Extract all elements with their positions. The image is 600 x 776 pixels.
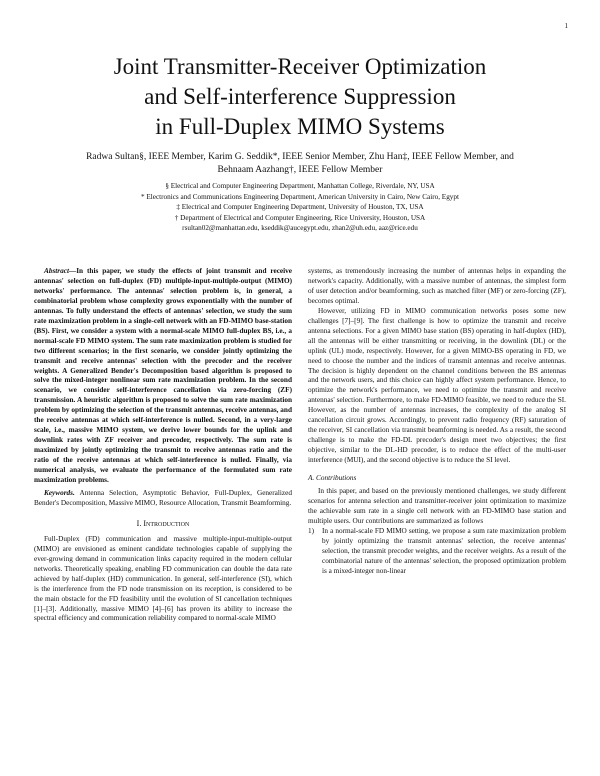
affiliation-line: ‡ Electrical and Computer Engineering Department, University of Houston, TX, USA [176, 203, 424, 212]
paper-title [40, 52, 560, 142]
subsection-heading: A. Contributions [308, 474, 357, 483]
left-column [34, 267, 292, 624]
right-column [308, 267, 566, 577]
title-line: and Self-interference Suppression [144, 84, 456, 109]
title-line: Joint Transmitter-Receiver Optimization [113, 54, 487, 79]
list-item-text: In a normal-scale FD MIMO setting, we propose a sum rate maximization problem by jointly optimizing the transmit antennas' selection, the receive antennas' selection, the transmit precoder weights, and the receiver weights. As a result of the combinatorial nature of the antennas' selection, the proposed optimization problem is a mixed-integer non-linear [322, 526, 566, 575]
affiliation-line: § Electrical and Computer Engineering Department, Manhattan College, Riverdale, NY, USA [165, 182, 435, 190]
abstract [34, 267, 292, 486]
section-heading: I. Introduction [136, 518, 190, 528]
abstract-text: —In this paper, we study the effects of joint transmit and receive antennas' selection on full-duplex (FD) multiple-input-multiple-output (MIMO) networks' performance. The antennas' selection problem is, in general, a combinatorial problem whose complexity grows exponentially with the number of antennas. To fully understand the effects of antennas' selection, we study the sum rate maximization problem in a single-cell network with an FD-MIMO base-station (BS). First, we consider a system with a normal-scale MIMO full-duplex BS, i.e., a normal-scale FD MIMO system. The sum rate maximization problem is studied for two different scenarios; in the first scenario, we consider jointly optimizing the transmit and receive antennas' selection with the precoder and the receiver weights. A Generalized Bender's Decomposition based algorithm is proposed to solve the mixed-integer nonlinear sum rate maximization problem. In the second scenario, we consider self-interference cancellation via zero-forcing (ZF) transmission. A heuristic algorithm is proposed to solve the sum rate maximization problem by optimizing the selection of the transmit antennas, receive antennas, and the receive antennas at which self-interference is nulled. Second, in a very-large scale, i.e., massive MIMO system, we derive lower bounds for the uplink and downlink rates with ZF receiver and precoder, respectively. The sum rate is maximized by jointly optimizing the transmit to receive antennas ratio and the ratio of the receive antennas at which self-interference is nulled. Finally, via numerical analysis, we evaluate the performance of the formulated sum rate maximization problems. [34, 267, 292, 485]
body-paragraph: However, utilizing FD in MIMO communication networks poses some new challenges [7]–[9]. The first challenge is how to optimize the transmit and receive antenna selections. For a given MIMO base station (BS) operating in half-duplex (HD), all the antennas will be either transmitting or receiving, in the downlink (DL) or the uplink (UL) mode, respectively. However, for a given MIMO-BS operating in FD, we need to choose the number and the indices of transmit antennas and receive antennas. The decision is highly dependent on the channel conditions between the BS antennas and the network users, and this choice can highly affect system performance. Hence, to optimize the network's performance, we need to optimize the transmit and receive antennas' selection. Furthermore, to make FD-MIMO feasible, we need to reduce the SI. However, as the number of antennas increases, the complexity of the analog SI cancellation circuit grows. Accordingly, to prevent radio frequency (RF) saturation of the receiver, SI cancellation via transmit beamforming is needed. As a result, the second challenge is to make the FD-DL precoder's design meet two objectives; the first objective, similar to the DL-HD precoder, is to reduce the effect of the multi-user interference (MUI), and the second objective is to reduce the SI level. [308, 306, 566, 465]
author-emails: rsultan02@manhattan.edu, kseddik@aucegypt.edu, zhan2@uh.edu, aaz@rice.edu [182, 224, 418, 233]
title-line: in Full-Duplex MIMO Systems [155, 114, 445, 139]
affiliation-line: * Electronics and Communications Engineering Department, American University in Cairo, New Cairo, Egypt [141, 192, 459, 201]
keywords-label: Keywords. [44, 488, 75, 497]
intro-paragraph: Full-Duplex (FD) communication and massive multiple-input-multiple-output (MIMO) are envisioned as eminent candidate technologies capable of supplying the ever-growing demand in communication links capacity required in the modern cellular networks. Theoretically speaking, enabling FD communication can double the data rate achieved by half-duplex (HD) communication. In general, self-interference (SI), which is the interference from the FD node transmission on its reception, is considered to be the main obstacle for the FD feasibility until the evolution of SI cancellation techniques [1]–[3]. Additionally, massive MIMO [4]–[6] has proven its ability to increase the spectral efficiency and communication reliability compared to normal-scale MIMO [34, 534, 292, 623]
authors-line: Behnaam Aazhang†, IEEE Fellow Member [217, 165, 383, 175]
contribution-list-item [308, 527, 566, 577]
keywords [34, 489, 292, 509]
page-number: 1 [564, 22, 568, 30]
abstract-label: Abstract [44, 267, 69, 275]
affiliations [40, 181, 560, 234]
affiliation-line: † Department of Electrical and Computer Engineering, Rice University, Houston, USA [174, 213, 426, 222]
list-marker: 1) [308, 526, 315, 535]
contributions-paragraph: In this paper, and based on the previously mentioned challenges, we study different scenarios for antenna selection and transmitter-receiver joint optimization to maximize the achievable sum rate in a single cell network with an FD-MIMO base station and multiple users. Our contributions are summarized as follows [308, 487, 566, 525]
authors-line: Radwa Sultan§, IEEE Member, Karim G. Seddik*, IEEE Senior Member, Zhu Han‡, IEEE Fellow Member, and [86, 152, 514, 162]
keywords-text: Antenna Selection, Asymptotic Behavior, Full-Duplex, Generalized Bender's Decomposition, Massive MIMO, Resource Allocation, Transmit Beamforming. [34, 488, 292, 507]
author-list [40, 151, 560, 177]
body-paragraph: systems, as tremendously increasing the number of antennas helps in expanding the network's capacity. Additionally, with a massive number of antennas, the simplest form of user detection and/or beamforming, such as matched filter (MF) or zero-forcing (ZF), becomes optimal. [308, 267, 566, 305]
